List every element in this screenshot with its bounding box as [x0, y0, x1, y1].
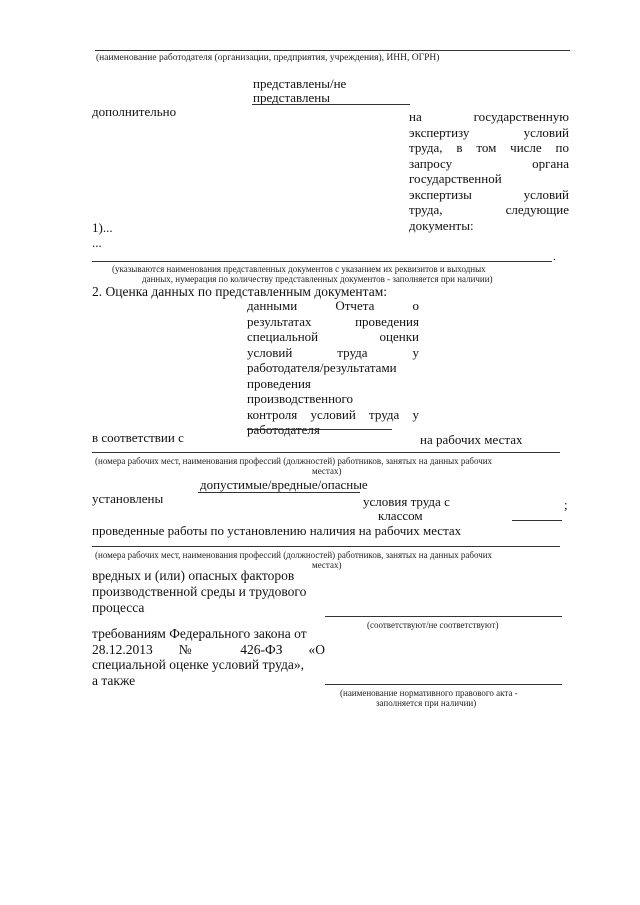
conditions-option-line [198, 492, 360, 493]
to-expertise-line: на государственную [409, 109, 569, 124]
data-line-underline [247, 429, 392, 430]
factors-line: вредных и (или) опасных факторов [92, 568, 295, 583]
law-block [92, 626, 325, 688]
law-line: требованиям Федерального закона от [92, 626, 307, 641]
at-workplaces-label: на рабочих местах [420, 432, 523, 447]
data-line: проведения [247, 375, 311, 391]
to-expertise-line: запросу органа [409, 155, 569, 171]
data-line: контроля условий труда у [247, 406, 419, 422]
employer-line [95, 50, 570, 51]
act-caption-1: (наименование нормативного правового акта - [340, 688, 518, 698]
workplaces2-caption-2: местах) [312, 560, 342, 570]
data-line: данными Отчета о [247, 298, 419, 313]
document-item-more: ... [92, 235, 102, 250]
data-line: результатах проведения [247, 313, 419, 329]
law-line: специальной оценке условий труда», [92, 657, 304, 672]
law-line: 28.12.2013 № 426-ФЗ «О [92, 641, 325, 657]
data-line: работодателя/результатами [247, 360, 397, 375]
submitted-line [252, 104, 410, 105]
documents-period: . [553, 251, 556, 263]
submitted-option-2: представлены [253, 90, 330, 105]
conditions-option: допустимые/вредные/опасные [200, 477, 368, 492]
act-line [325, 684, 562, 685]
additionally-label: дополнительно [92, 104, 177, 119]
to-expertise-line: документы: [409, 217, 474, 233]
works-done-label: проведенные работы по установлению наличия на рабочих местах [92, 523, 462, 538]
data-line: работодателя [247, 422, 320, 437]
to-expertise-line: государственной [409, 171, 502, 186]
compliance-caption: (соответствуют/не соответствуют) [367, 620, 499, 630]
act-caption-2: заполняется при наличии) [376, 698, 477, 708]
workplaces-caption-2: местах) [312, 466, 342, 476]
submitted-option-1: представлены/не [253, 76, 347, 91]
section2-heading: 2. Оценка данных по представленным документам: [92, 284, 388, 299]
law-line: а также [92, 672, 136, 688]
data-line: условий труда у [247, 344, 419, 360]
documents-line [92, 261, 552, 262]
established-label: установлены [92, 491, 164, 506]
data-line: специальной оценки [247, 329, 419, 344]
documents-caption-2: данных, нумерация по количеству представленных документов - заполняется при наличии) [142, 274, 493, 284]
workplaces2-line [92, 546, 560, 547]
workplaces-line [92, 452, 560, 453]
documents-caption-1: (указываются наименования представленных документов с указанием их реквизитов и выходных [112, 264, 486, 274]
to-expertise-block [409, 109, 569, 233]
class-label: классом [378, 508, 423, 523]
factors-line: производственной среды и трудового [92, 584, 307, 599]
conditions-semicolon: ; [564, 497, 568, 512]
workplaces2-caption-1: (номера рабочих мест, наименования профессий (должностей) работников, занятых на данных рабочих [95, 550, 493, 560]
document-item-1: 1)... [92, 220, 113, 235]
workplaces-caption-1: (номера рабочих мест, наименования профессий (должностей) работников, занятых на данных рабочих [95, 456, 493, 466]
to-expertise-line: экспертизу условий [409, 124, 569, 140]
factors-line: процесса [92, 600, 145, 615]
in-accordance-label: в соответствии с [92, 430, 184, 445]
conditions-with-label: условия труда с [363, 494, 450, 509]
employer-caption: (наименование работодателя (организации, предприятия, учреждения), ИНН, ОГРН) [96, 53, 440, 63]
to-expertise-line: труда, в том числе по [409, 140, 569, 155]
to-expertise-line: труда, следующие [409, 202, 569, 217]
data-line: производственного [247, 391, 354, 406]
to-expertise-line: экспертизы условий [409, 186, 569, 202]
data-block [247, 298, 419, 438]
class-line [512, 520, 562, 521]
compliance-line [325, 616, 562, 617]
